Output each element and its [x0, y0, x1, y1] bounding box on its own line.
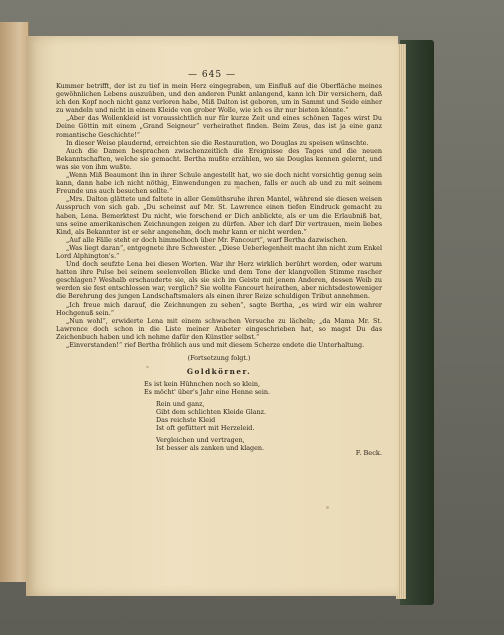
- poem-line: Gibt dem schlichten Kleide Glanz.: [156, 408, 267, 417]
- book-page: [26, 36, 398, 596]
- left-page-edge: [0, 22, 29, 582]
- paper-stain: [146, 366, 149, 368]
- page-number: — 645 —: [188, 70, 236, 80]
- poem-line: Ist oft gefüttert mit Herzeleid.: [156, 424, 255, 433]
- paragraph-3: In dieser Weise plaudernd, erreichten sie die Restauration, wo Douglas zu speisen wünschte.: [66, 138, 369, 147]
- poem-line: Es möcht' über's Jahr eine Henne sein.: [144, 388, 271, 397]
- poem: [144, 380, 382, 452]
- continuation-note: (Fortsetzung folgt.): [187, 354, 251, 363]
- paragraph-10: „Ich freue mich darauf, die Zeichnungen zu sehen“, sagte Bertha, „es wird wir ein wahrer Hochgenuß sein.“: [56, 300, 382, 317]
- paragraph-2: „Aber das Wollenkleid ist voraussichtlich nur für kurze Zeit und eines schönen Tages wirst Du Deine Göttin mit einem „Grand Seigneur“ verheirathet finden. Beim Zeus, das ist ja eine ganz romantische Geschichte!“: [56, 114, 382, 139]
- poem-line: Vergleichen und vertragen,: [156, 436, 245, 445]
- poem-title: Goldkörner.: [186, 367, 252, 377]
- paragraph-1: Kummer betrifft, der ist zu tief in mein Herz eingegraben, um Einfluß auf die Oberfläche meines gewöhnlichen Lebens auszuüben, und den anderen Punkt anlangend, kann ich Dir versichern, daß ich den Kopf noch nicht ganz verloren habe, Miß Dalton ist geboren, um in Sammt und Seide einher zu wandeln und nicht in einem Kleide von grober Wolle, wie ich es ihr nur bieten könnte.“: [56, 82, 382, 115]
- poem-line: Ist besser als zanken und klagen.: [156, 444, 265, 453]
- paragraph-12: „Einverstanden!“ rief Bertha fröhlich aus und mit diesem Scherze endete die Unterhaltung.: [66, 341, 365, 349]
- paragraph-9: Und doch seufzte Lena bei diesen Worten. War ihr Herz wirklich berührt worden, oder warum hatten ihre Pulse bei seinem seelenvollen Blicke und dem Tone der klangvollen Stimme rascher geschlagen? Weshalb erschauderte sie, als sie sich im Geiste mit jenem Anderen, dessen Weib zu werden sie fest entschlossen war, verglich? Sie wollte Fancourt heirathen, aber nichtsdestoweniger die Berehrung des jungen Landschaftsmalers als einen ihrer Reize schuldigen Tribut annehmen.: [56, 260, 382, 301]
- paragraph-8: „Was liegt daran“, entgegnete ihre Schwester. „Diese Ueberlegenheit macht ihn nicht zum Enkel Lord Alphington's.“: [56, 243, 382, 260]
- paragraph-11: „Nun wohl“, erwiderte Lena mit einem schwachen Versuche zu lächeln; „da Mama Mr. St. Lawrence doch schon in die Liste meiner Anbeter eingeschrieben hat, so magst Du das Zeichenbuch haben und ich nehme dafür den Künstler selbst.“: [56, 316, 382, 341]
- page-body: [56, 82, 382, 457]
- poem-line: Rein und ganz,: [156, 400, 205, 409]
- poem-line: Es ist kein Hühnchen noch so klein,: [144, 380, 261, 389]
- paragraph-7: „Auf alle Fälle steht er doch himmelhoch über Mr. Fancourt“, warf Bertha dazwischen.: [66, 235, 348, 244]
- poem-stanza-1: [144, 380, 382, 396]
- poem-line: Das reichste Kleid: [156, 416, 216, 425]
- paragraph-5: „Wenn Miß Beaumont ihn in ihrer Schule angestellt hat, wo sie doch nicht vorsichtig genug sein kann, dann habe ich nicht nöthig, Einwendungen zu machen, falls er auch ab und zu mit seinem Freunde uns auch besuchen sollte.“: [56, 171, 382, 196]
- paragraph-6: „Mrs. Dalton glättete und faltete in aller Gemüthsruhe ihren Mantel, während sie diesen weisen Ausspruch von sich gab. „Du scheinst auf Mr. St. Lawrence einen tiefen Eindruck gemacht zu haben, Lena. Bemerktest Du nicht, wie forschend er Dich anblickte, als er um die Erlaubniß bat, uns seine amerikanischen Zeichnungen zeigen zu dürfen. Aber ich darf Dir vertrauen, mein liebes Kind, als Bekannter ist er sehr angenehm, doch mehr kann er nicht werden.“: [56, 195, 382, 236]
- poem-author: F. Beck.: [355, 449, 382, 458]
- paragraph-4: Auch die Damen besprachen zwischenzeitlich die Ereignisse des Tages und die neuen Bekanntschaften, welche sie gemacht. Bertha mußte erzählen, wo sie Douglas kennen gelernt, und was sie von ihm wußte.: [56, 146, 382, 171]
- paper-stain: [236, 186, 240, 189]
- poem-stanza-2: [144, 400, 382, 432]
- paper-stain: [326, 506, 329, 509]
